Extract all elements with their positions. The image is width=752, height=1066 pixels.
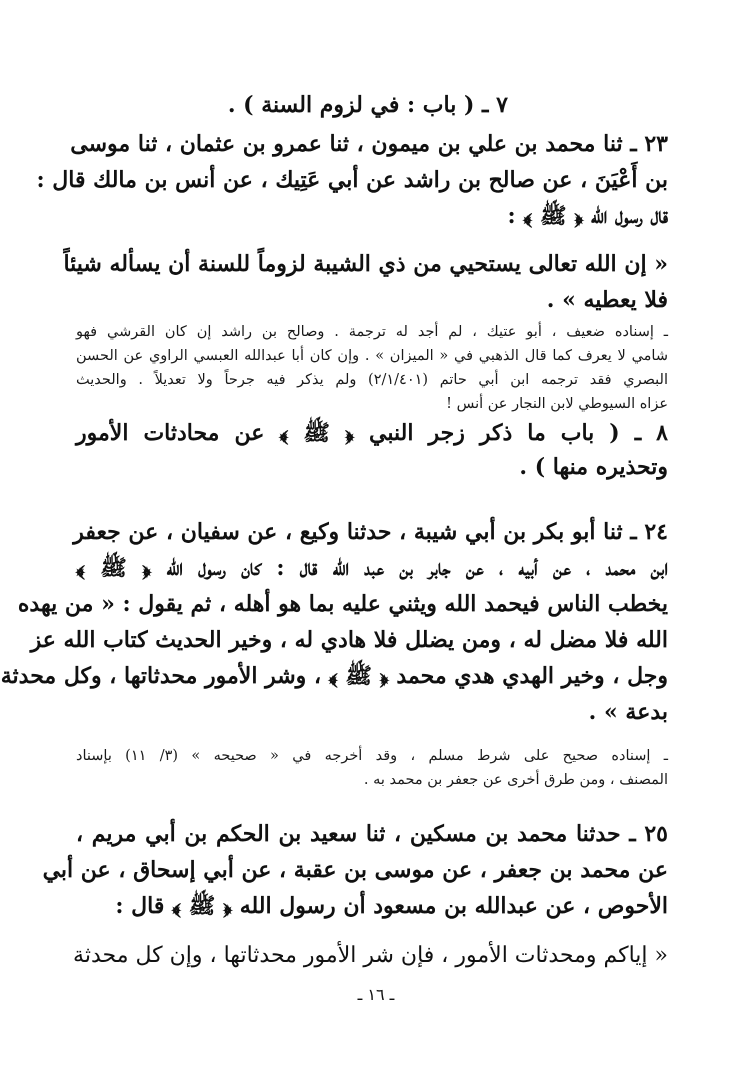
hadith-24-line-2: ابن محمد ، عن أبيه ، عن جابر بن عبد الله قال : كان رسول الله ﴿ ﷺ ﴾ bbox=[76, 555, 668, 581]
chapter-8-title-line-1: ٨ ـ ( باب ما ذكر زجر النبي ﴿ ﷺ ﴾ عن محادثات الأمور bbox=[76, 420, 668, 446]
hadith-23-text bbox=[63, 246, 668, 318]
chapter-7-title bbox=[76, 88, 668, 122]
footnote-23-line-2: شامي لا يعرف كما قال الذهبي في « الميزان » . وإن كان أبا عبدالله العبسي الراوي عن الحسن bbox=[76, 348, 668, 364]
hadith-23-line-1: ٢٣ ـ ثنا محمد بن علي بن ميمون ، ثنا عمرو بن عثمان ، ثنا موسى bbox=[70, 131, 668, 157]
hadith-23-text-line-1: « إن الله تعالى يستحيي من ذي الشيبة لزوماً للسنة أن يسأله شيئاً bbox=[63, 251, 668, 277]
page-number: ـ ١٦ ـ bbox=[357, 985, 395, 1004]
footnote-24-line-2: المصنف ، ومن طرق أخرى عن جعفر بن محمد به . bbox=[363, 772, 668, 788]
hadith-24-line-5: وجل ، وخير الهدي هدي محمد ﴿ ﷺ ﴾ ، وشر الأمور محدثاتها ، وكل محدثة bbox=[0, 663, 668, 689]
hadith-24-line-3: يخطب الناس فيحمد الله ويثني عليه بما هو أهله ، ثم يقول : « من يهده bbox=[17, 591, 668, 617]
hadith-24 bbox=[0, 514, 668, 730]
hadith-25 bbox=[42, 816, 668, 924]
hadith-25-text-line-1: « إياكم ومحدثات الأمور ، فإن شر الأمور محدثاتها ، وإن كل محدثة bbox=[73, 943, 668, 968]
hadith-25-line-2: عن محمد بن جعفر ، عن موسى بن عقبة ، عن أبي إسحاق ، عن أبي bbox=[42, 857, 668, 883]
footnote-23-line-1: ـ إسناده ضعيف ، أبو عتيك ، لم أجد له ترجمة . وصالح بن راشد إن كان القرشي فهو bbox=[76, 324, 668, 340]
chapter-7-title-line: ٧ ـ ( باب : في لزوم السنة ) . bbox=[227, 92, 508, 118]
hadith-23-line-2: بن أَعْيَنَ ، عن صالح بن راشد عن أبي عَتِيك ، عن أنس بن مالك قال : bbox=[36, 167, 668, 193]
hadith-24-line-4: الله فلا مضل له ، ومن يضلل فلا هادي له ، وخير الحديث كتاب الله عز bbox=[30, 627, 668, 653]
hadith-23-line-3: قال رسول الله ﴿ ﷺ ﴾ : bbox=[507, 203, 668, 229]
hadith-23-isnad bbox=[36, 126, 668, 234]
footnote-23-line-3: البصري فقد ترجمه ابن أبي حاتم (٢/١/٤٠١) ولم يذكر فيه جرحاً ولا تعديلاً . والحديث bbox=[76, 372, 668, 388]
hadith-23-footnote bbox=[76, 320, 668, 416]
hadith-24-footnote bbox=[76, 744, 668, 792]
hadith-25-line-1: ٢٥ ـ حدثنا محمد بن مسكين ، ثنا سعيد بن الحكم بن أبي مريم ، bbox=[76, 821, 668, 847]
hadith-23-text-line-2: فلا يعطيه » . bbox=[546, 287, 668, 313]
hadith-25-text bbox=[73, 938, 668, 974]
chapter-8-title-line-2: وتحذيره منها ) . bbox=[519, 454, 668, 480]
footnote-23-line-4: عزاه السيوطي لابن النجار عن أنس ! bbox=[446, 396, 668, 412]
hadith-24-line-1: ٢٤ ـ ثنا أبو بكر بن أبي شيبة ، حدثنا وكيع ، عن سفيان ، عن جعفر bbox=[73, 519, 668, 545]
hadith-25-line-3: الأحوص ، عن عبدالله بن مسعود أن رسول الله ﴿ ﷺ ﴾ قال : bbox=[115, 893, 668, 919]
footnote-24-line-1: ـ إسناده صحيح على شرط مسلم ، وقد أخرجه في « صحيحه » (٣/ ١١) بإسناد bbox=[76, 748, 668, 764]
chapter-8-title bbox=[76, 416, 668, 484]
hadith-24-line-6: بدعة » . bbox=[588, 699, 668, 725]
